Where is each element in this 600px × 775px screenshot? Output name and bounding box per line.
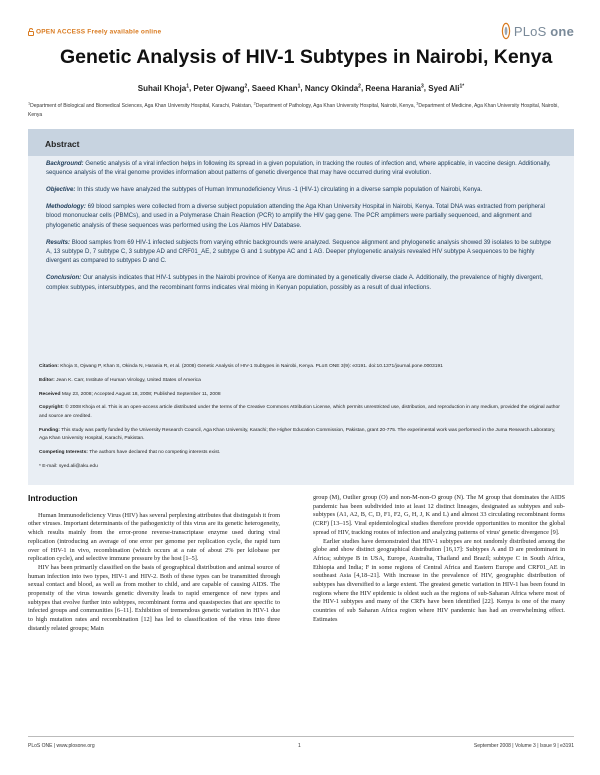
abstract-objective: Objective: In this study we have analyzed the subtypes of Human Immunodeficiency Virus -1 (HIV-1) circulating in a diverse sample population of Nairobi, Kenya.: [46, 186, 483, 194]
abstract-heading: Abstract: [28, 129, 574, 156]
affiliations: [28, 99, 574, 121]
abstract-results: Results: Blood samples from 69 HIV-1 infected subjects from varying ethnic backgrounds were analyzed. Sequence alignment and phylogenetic analysis showed 39 isolates to be subtype A, 13 subtype D, 7 subtype C, 3 subtype AD and CRF01_AE, 2 subtype G and 1 subtype AC and 1 AG. Deeper phylogenetic analysis revealed HIV subtype A sequences to be highly divergent as compared to subtypes D and C.: [46, 238, 552, 265]
body-paragraph: group (M), Outlier group (O) and non-M-non-O group (N). The M group that dominates the AIDS pandemic has been subdivided into at least 12 distinct lineages, designated as subtypes and sub-subtypes (A1, A2, B, C, D, F1, F2, G, H, J, K and L) and almost 33 circulating recombinant forms (CRF) [13–15]. Viral epidemiological studies therefore provide opportunities to monitor the global spread of HIV, tracking routes of infection and analyzing patterns of virus' genetic divergence [9].: [313, 494, 565, 536]
body-paragraph: Human Immunodeficiency Virus (HIV) has several perplexing attributes that distinguish it from other viruses. Important determinants of the pathogenicity of this virus are its genetic heterogeneity, which results mainly from the error-prone reverse-transcriptase enzyme used during viral replication (introducing an average of one error per genome per replication cycle, the rapid turn over of HIV-1 in vivo, recombination (which occurs at a rate of about 2% per kilobase per replication cycle), and selective immune pressure by the host [1–5].: [28, 511, 280, 563]
competing-interests: Competing Interests: The authors have declared that no competing interests exist.: [39, 450, 221, 456]
page-number: 1: [298, 743, 301, 749]
editor: Editor: Jean K. Carr, Institute of Human Virology, United States of America: [39, 377, 201, 383]
author: Peter Ojwang$^2$: [193, 83, 248, 93]
abstract-body: [46, 159, 556, 299]
footer-issue: September 2008 | Volume 3 | Issue 9 | e3191: [473, 743, 574, 749]
footer-journal: PLoS ONE | www.plosone.org: [28, 743, 95, 749]
article-title: Genetic Analysis of HIV-1 Subtypes in Nairobi, Kenya: [60, 46, 553, 68]
article-metadata: [39, 363, 561, 477]
abstract-background: Background: Genetic analysis of a viral infection helps in following its spread in a given population, in tracking the routes of infection and, where applicable, in vaccine design. Additionally, sequence analysis of the viral genome provides information about patterns of genetic divergence that may have occurred during viral evolution.: [46, 160, 551, 177]
affiliation: $^2$Department of Pathology, Aga Khan University Hospital, Nairobi, Kenya,: [253, 101, 417, 109]
abstract-conclusion: Conclusion: Our analysis indicates that HIV-1 subtypes in the Nairobi province of Kenya are dominated by a genetically diverse clade A. Additionally, the prevalence of highly divergent, complex subtypes, intersubtypes, and the recombinant forms indicates viral mixing in Kenyan population, possibly as a result of dual infections.: [46, 274, 543, 291]
body-column-right: [313, 494, 565, 625]
body-paragraph: HIV has been primarily classified on the basis of geographical distribution and animal source of human infection into two types, HIV-1 and HIV-2. Both of these types can be transmitted through sexual contact and blood, as well as from mother to child, and are capable of causing AIDS. The propensity of the virus towards genetic diversity leads to rapid emergence of new types and subtypes that evolve further into subtypes, recombinant forms and quasispecies that are specific to infected groups and communities [6–11]. Exhibition of tremendous genetic variation in HIV-1 due to high mutation rates and recombination [12] has led to classification of the virus into three distantly related groups; Main: [28, 563, 280, 632]
open-access-lock-icon: [28, 28, 34, 36]
author: Saeed Khan$^1$: [251, 83, 301, 93]
open-access-text: OPEN ACCESS Freely available online: [36, 28, 162, 36]
author: Nancy Okinda$^2$: [304, 83, 361, 93]
author: Syed Ali$^{1*}$: [428, 83, 465, 93]
body-paragraph: Earlier studies have demonstrated that HIV-1 subtypes are not randomly distributed among the globe and show distinct geographical distribution [16,17]: Subtypes A and D are predominant in Africa; subtype B in USA, Europe, Australia, Thailand and Brazil; subtype C in South Africa, Ethiopia and India; F in some regions of Central Africa and Eastern Europe and CRF01_AE in southeast Asia [4,18–21]. With increase in the prevalence of HIV, geographic distribution of subtypes has diversified to a large extent. The greatest genetic variation in HIV-1 has been found in regions where the HIV epidemic is oldest such as the regions of sub-Saharan Africa where most of the HIV-1 subtypes and many of the CRFs have been identified [22]. Kenya is one of the many countries of sub Saharan Africa region where HIV pandemic has had an overwhelming effect. Estimates: [313, 537, 565, 623]
logo-one-text: one: [550, 23, 574, 39]
affiliation: $^1$Department of Biological and Biomedical Sciences, Aga Khan University Hospital, Karachi, Pakistan,: [28, 101, 254, 109]
author: Reena Harania$^3$: [365, 83, 424, 93]
citation: Citation: Khoja S, Ojwang P, Khan S, Okinda N, Harania R, et al. (2008) Genetic Analysis of HIV-1 Subtypes in Nairobi, Kenya. PLoS ONE 3(9): e3191. doi:10.1371/journal.pone.0003191: [39, 364, 443, 369]
logo-plos-text: PLoS: [513, 23, 547, 39]
author-list: Suhail Khoja$^1$, Peter Ojwang$^2$, Saeed Khan$^1$, Nancy Okinda$^2$, Reena Harania$^3$, Syed Ali$^{1*}$: [137, 83, 465, 93]
copyright: Copyright: © 2008 Khoja et al. This is an open-access article distributed under the terms of the Creative Commons Attribution License, which permits unrestricted use, distribution, and reproduction in any medium, provided the original author and source are credited.: [39, 405, 560, 419]
affiliation: $^3$Department of Medicine, Aga Khan University Hospital, Nairobi, Kenya: [28, 101, 559, 119]
footer-divider: [28, 736, 574, 737]
plos-logo-mark-icon: [501, 22, 511, 40]
introduction-heading: Introduction: [28, 493, 78, 503]
body-column-left: [28, 494, 280, 634]
abstract-methodology: Methodology: 69 blood samples were collected from a diverse subject population attending the Aga Khan University Hospital in Nairobi, Kenya. Total DNA was extracted from peripheral blood mononuclear cells (PBMCs), and used in a Polymerase Chain Reaction (PCR) to amplify the HIV gag gene. The PCR amplimers were partially sequenced, and alignment and phylogenetic analysis of these sequences was performed using the Los Alamos HIV Database.: [46, 203, 545, 229]
email: * E-mail: syed.ali@aku.edu: [39, 463, 98, 469]
author: Suhail Khoja$^1$: [137, 83, 189, 93]
dates: Received May 23, 2008; Accepted August 18, 2008; Published September 11, 2008: [39, 391, 221, 397]
open-access-badge: [28, 28, 161, 36]
plos-one-logo: [501, 20, 574, 42]
funding: Funding: This study was partly funded by the University Research Council, Aga Khan University, Karachi; the Higher Education Commission, Pakistan, grant 20-775. The experimental work was performed in the Juma Research Laboratory, Aga Khan University Hospital, Karachi, Pakistan.: [39, 427, 556, 442]
journal-header: [28, 14, 574, 42]
